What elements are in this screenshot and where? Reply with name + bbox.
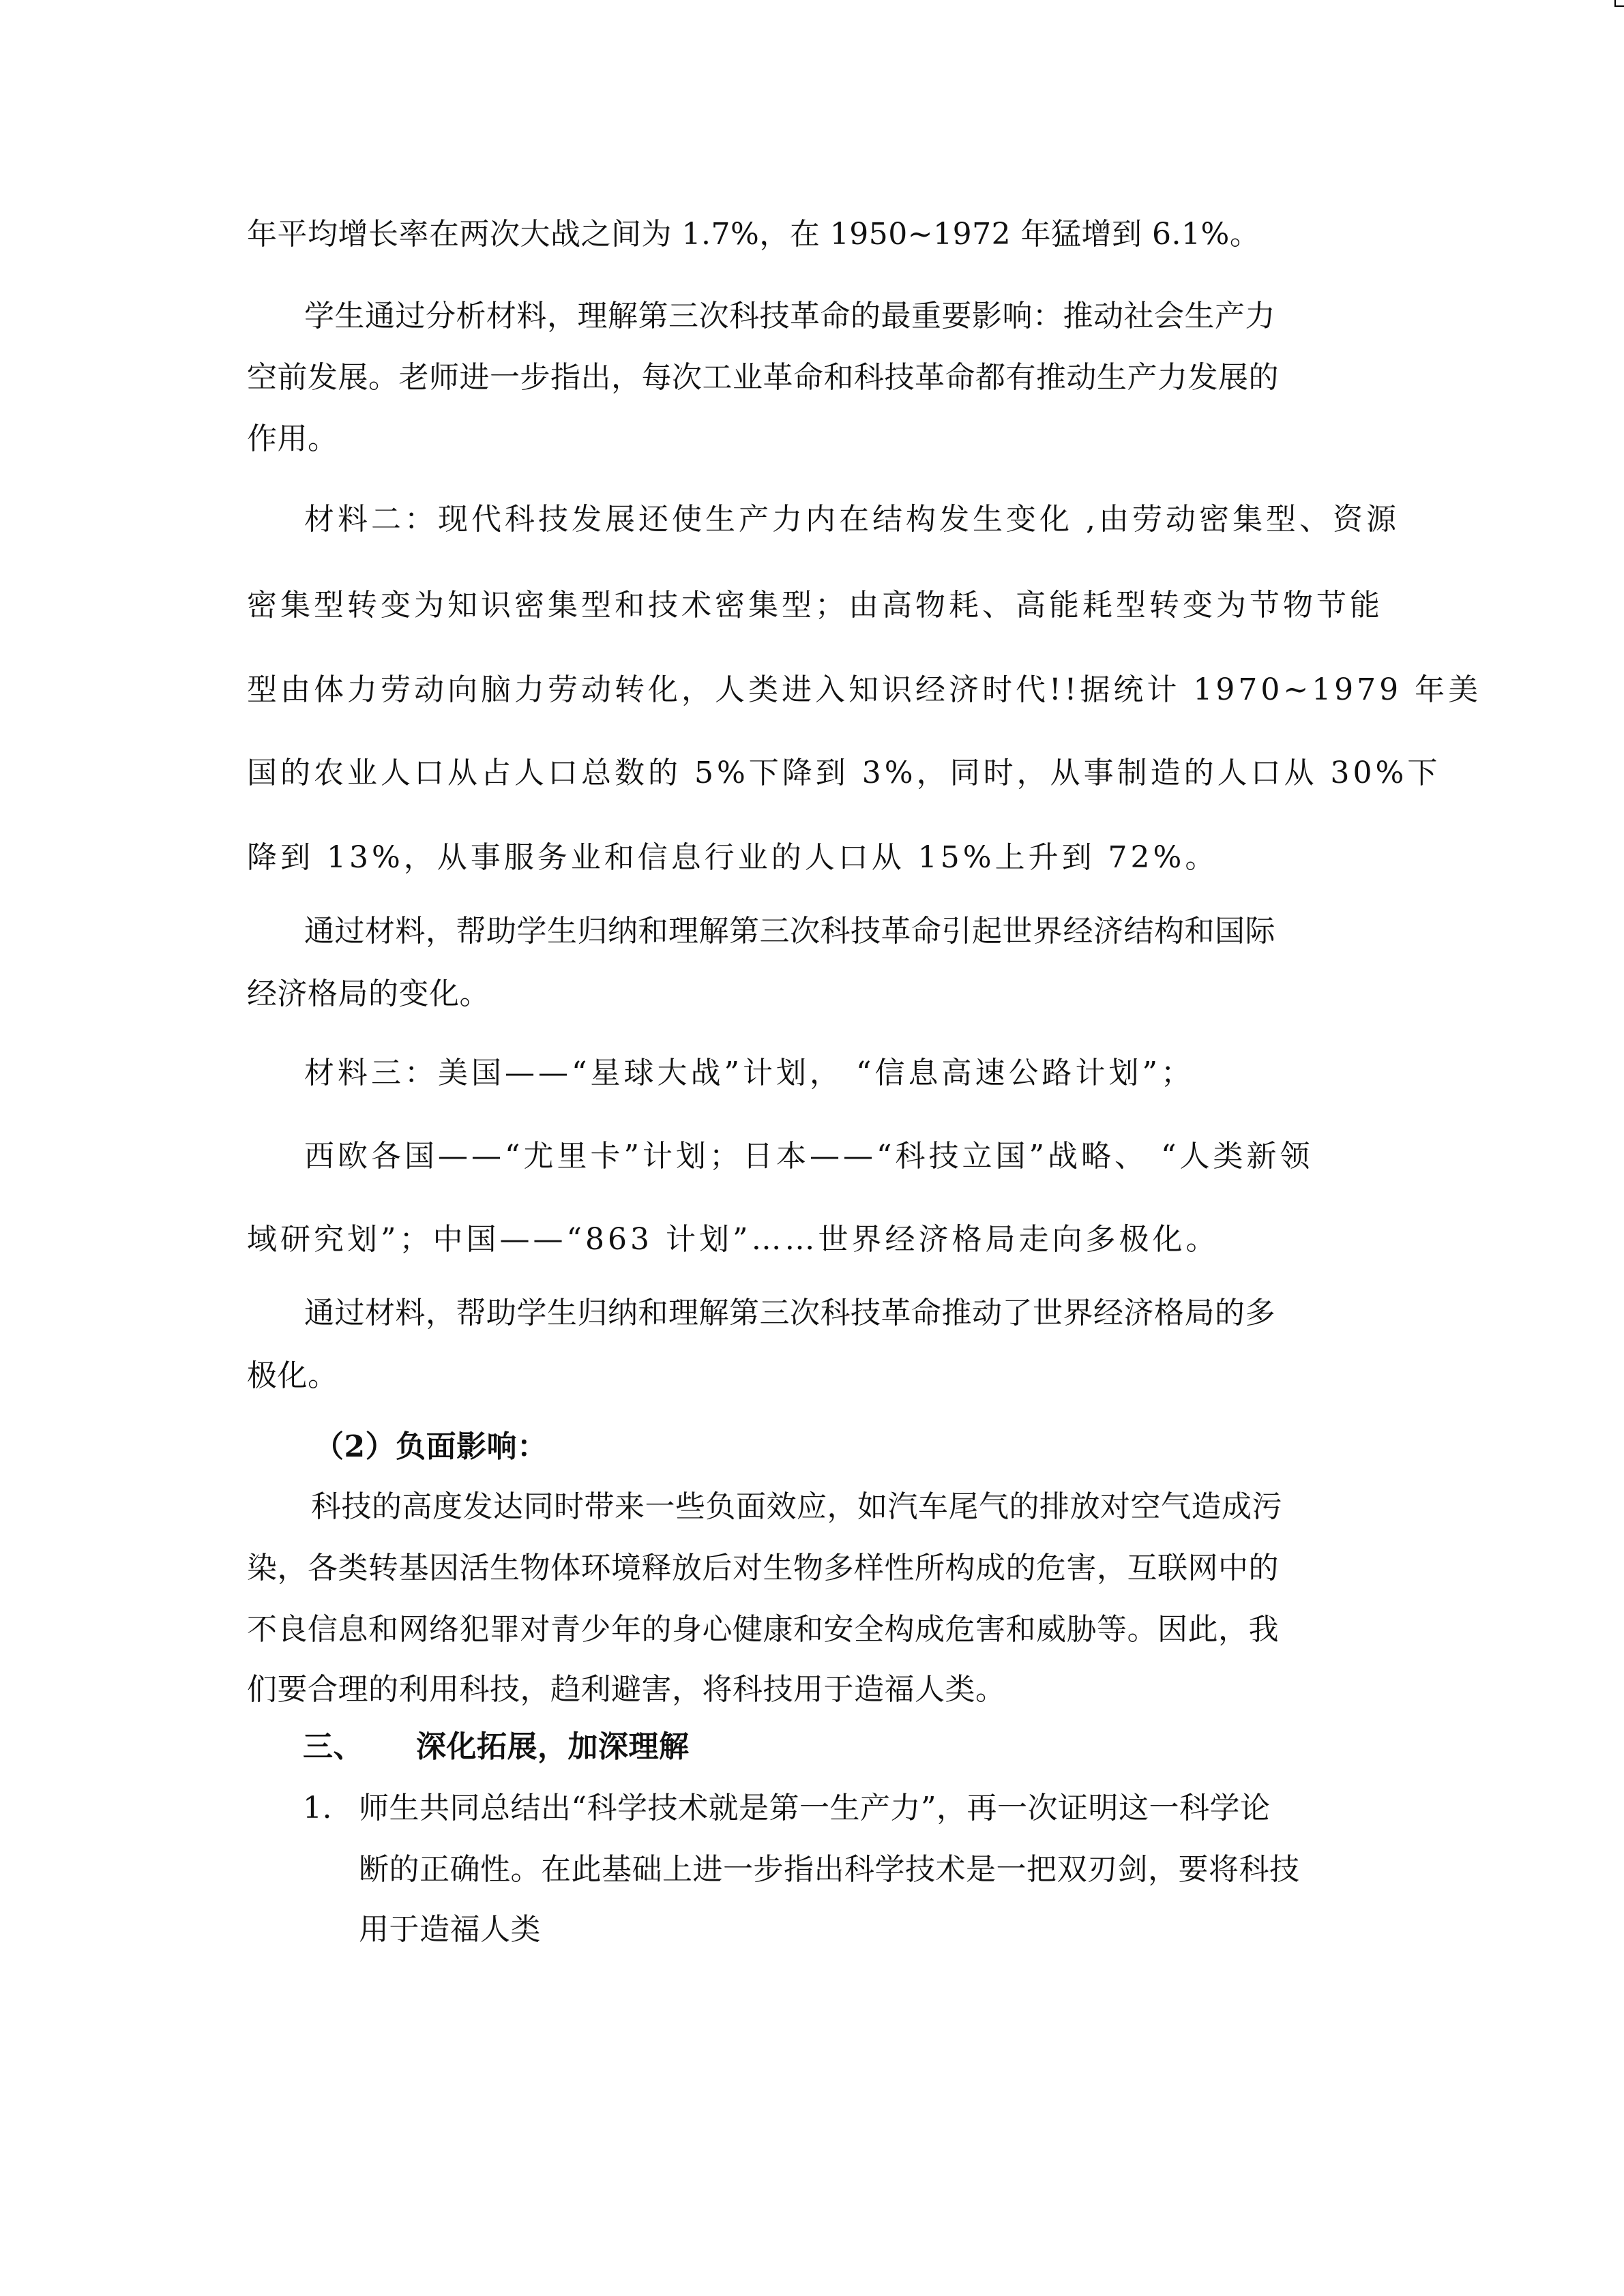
material-three-line: 域研究划”；中国——“863 计划”……世界经济格局走向多极化。 — [247, 1222, 1220, 1257]
paragraph-line: 经济格局的变化。 — [247, 976, 490, 1011]
paragraph-line: 不良信息和网络犯罪对青少年的身心健康和安全构成危害和威胁等。因此，我 — [247, 1612, 1279, 1647]
page-corner-mark — [1614, 0, 1624, 7]
list-item-line: 师生共同总结出“科学技术就是第一生产力”，再一次证明这一科学论 — [359, 1791, 1271, 1825]
list-item-line: 断的正确性。在此基础上进一步指出科学技术是一把双刃剑，要将科技 — [359, 1852, 1300, 1887]
paragraph-line: 空前发展。老师进一步指出，每次工业革命和科技革命都有推动生产力发展的 — [247, 360, 1279, 395]
paragraph-line: 年平均增长率在两次大战之间为 1.7%，在 1950~1972 年猛增到 6.1%。 — [247, 217, 1260, 252]
list-item-number: 1. — [303, 1791, 332, 1825]
material-two-line: 降到 13%，从事服务业和信息行业的人口从 15%上升到 72%。 — [247, 840, 1219, 875]
paragraph-line: 科技的高度发达同时带来一些负面效应，如汽车尾气的排放对空气造成污 — [311, 1489, 1282, 1524]
paragraph-line: 通过材料，帮助学生归纳和理解第三次科技革命引起世界经济结构和国际 — [304, 914, 1275, 949]
paragraph-line: 通过材料，帮助学生归纳和理解第三次科技革命推动了世界经济格局的多 — [304, 1296, 1275, 1330]
paragraph-line: 作用。 — [247, 421, 338, 456]
material-two-line: 密集型转变为知识密集型和技术密集型；由高物耗、高能耗型转变为节物节能 — [247, 588, 1383, 623]
material-two-line: 材料二：现代科技发展还使生产力内在结构发生变化 ,由劳动密集型、资源 — [304, 502, 1400, 537]
section-three-title: 深化拓展，加深理解 — [416, 1729, 690, 1764]
material-two-line: 国的农业人口从占人口总数的 5%下降到 3%，同时，从事制造的人口从 30%下 — [247, 756, 1441, 790]
negative-impact-heading: （2）负面影响： — [314, 1429, 548, 1464]
paragraph-line: 们要合理的利用科技，趋利避害，将科技用于造福人类。 — [247, 1672, 1006, 1707]
section-three-number: 三、 — [303, 1729, 364, 1764]
material-three-line: 西欧各国——“尤里卡”计划；日本——“科技立国”战略、 “人类新领 — [304, 1139, 1314, 1174]
paragraph-line: 染，各类转基因活生物体环境释放后对生物多样性所构成的危害，互联网中的 — [247, 1551, 1279, 1585]
material-three-line: 材料三：美国——“星球大战”计划， “信息高速公路计划”； — [304, 1056, 1194, 1090]
list-item-line: 用于造福人类 — [359, 1912, 541, 1947]
paragraph-line: 学生通过分析材料，理解第三次科技革命的最重要影响：推动社会生产力 — [304, 299, 1275, 333]
paragraph-line: 极化。 — [247, 1358, 338, 1393]
material-two-line: 型由体力劳动向脑力劳动转化，人类进入知识经济时代!!据统计 1970~1979 年美 — [247, 672, 1482, 707]
